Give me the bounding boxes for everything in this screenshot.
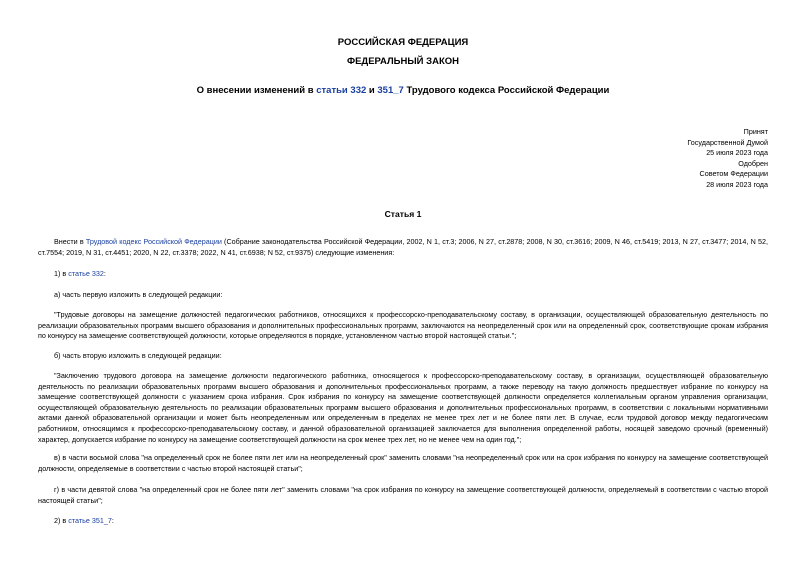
item-d: г) в части девятой слова "на определенный срок не более пяти лет" заменить словами "на срок избрания по конкурсу на замещение соответствующей должности, определяемый в соответствии с частью второй настоящей статьи"; — [38, 485, 768, 505]
article-heading: Статья 1 — [384, 209, 422, 219]
law-title-text: О внесении изменений в — [196, 85, 317, 96]
item-1-text: : — [103, 269, 106, 278]
item-1 — [38, 269, 768, 280]
item-1-text: 1) в — [54, 269, 69, 278]
law-title — [38, 85, 768, 96]
law-type-heading: ФЕДЕРАЛЬНЫЙ ЗАКОН — [346, 56, 459, 67]
quote-b: "Заключению трудового договора на замещение должности педагогического работника, относящегося к профессорско-преподавательскому составу, в организации, осуществляющей образовательную деятельность по реализации образовательных программ высшего образования и дополнительных профессиональных программ, а также переводу на такую должность предшествует избрание по конкурсу на замещение соответствующей должности с указанием срока избрания. Срок избрания по конкурсу на замещение соответствующей должности определяется коллегиальным органом управления организации, осуществляющей образовательную деятельность по реализации образовательных программ высшего образования и дополнительных профессиональных программ, в соответствии с локальными нормативными актами данной образовательной организации и может быть неопределенным или определенным в пределах не менее трех лет и не более пяти лет. В случае, если трудовой договор между педагогическим работником, относящимся к профессорско-преподавательскому составу, и данной образовательной организацией заключается для выполнения определенной работы, носящей заведомо срочный (временный) характер, допускается избрание по конкурсу на замещение соответствующей должности на срок менее трех лет, но не менее чем на один год."; — [38, 371, 768, 444]
link-article-351-7-item[interactable]: статье 351_7 — [68, 516, 112, 525]
accepted-date: 25 июля 2023 года — [706, 148, 768, 158]
quote-a: "Трудовые договоры на замещение должностей педагогических работников, относящихся к профессорско-преподавательскому составу, в организации, осуществляющей образовательную деятельность по реализации образовательных программ высшего образования и дополнительных профессиональных программ, заключаются на неопределенный срок или на определенный срок, соответствующие срокам избрания по конкурсу на замещение соответствующей должности, которые определяются в порядке, установленном частью второй настоящей статьи."; — [38, 310, 768, 341]
intro-text: Внести в — [54, 237, 86, 246]
approved-by: Советом Федерации — [699, 169, 768, 179]
law-title-text: Трудового кодекса Российской Федерации — [403, 85, 610, 96]
item-2 — [38, 516, 768, 527]
link-articles-332[interactable]: статьи 332 — [316, 85, 367, 96]
article-intro — [38, 237, 768, 258]
link-labor-code[interactable]: Трудовой кодекс Российской Федерации — [85, 237, 222, 246]
law-title-text: и — [366, 85, 378, 96]
acceptance-block — [568, 127, 768, 191]
accepted-by: Государственной Думой — [687, 137, 768, 147]
approved-label: Одобрен — [738, 158, 768, 168]
item-2-text: : — [111, 516, 114, 525]
item-2-text: 2) в — [54, 516, 69, 525]
approved-date: 28 июля 2023 года — [706, 179, 768, 189]
link-article-332[interactable]: статье 332 — [68, 269, 104, 278]
item-a: а) часть первую изложить в следующей редакции: — [54, 290, 223, 299]
item-c: в) в части восьмой слова "на определенный срок не более пяти лет или на неопределенный срок" заменить словами "на неопределенный срок или на срок избрания по конкурсу на замещение соответствующей должности, определяемые в соответствии с частью второй настоящей статьи"; — [38, 453, 768, 473]
intro-text: (Собрание законодательства Российской Федерации, 2002, N 1, ст.3; 2006, N 27, ст.2878; 2008, N 30, ст.3616; 2009, N 46, ст.5419; 2013, N 27, ст.3477; 2014, N 52, ст.7554; 2019, N 31, ст.4451; 2020, N 22, ст.3378; 2022, N 41, ст.6938; N 52, ст.9375) следующие изменения: — [38, 237, 768, 257]
item-b: б) часть вторую изложить в следующей редакции: — [54, 351, 222, 360]
link-article-351-7[interactable]: 351_7 — [377, 85, 404, 96]
accepted-label: Принят — [743, 127, 768, 136]
country-heading: РОССИЙСКАЯ ФЕДЕРАЦИЯ — [337, 37, 469, 48]
